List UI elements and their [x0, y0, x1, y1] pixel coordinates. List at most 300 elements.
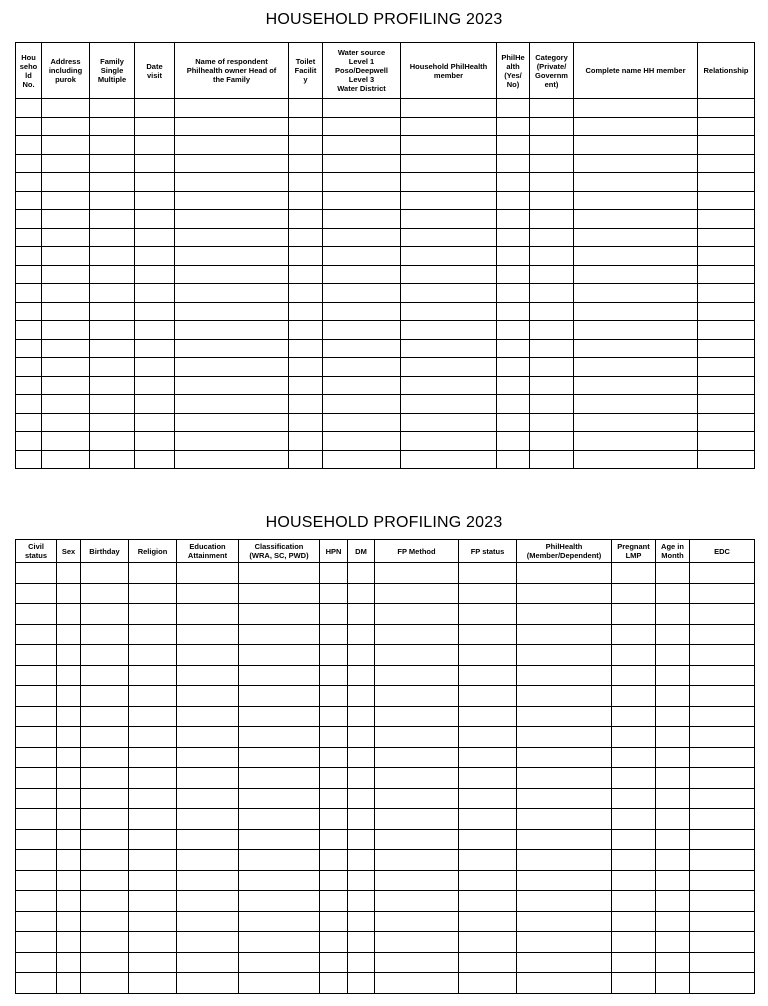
blank-entry-cell[interactable]	[690, 870, 755, 891]
blank-entry-cell[interactable]	[517, 665, 612, 686]
blank-entry-cell[interactable]	[323, 395, 401, 414]
blank-entry-cell[interactable]	[517, 973, 612, 994]
blank-entry-cell[interactable]	[90, 339, 135, 358]
blank-entry-cell[interactable]	[517, 870, 612, 891]
blank-entry-cell[interactable]	[320, 686, 348, 707]
blank-entry-cell[interactable]	[16, 284, 42, 303]
blank-entry-cell[interactable]	[517, 932, 612, 953]
blank-entry-cell[interactable]	[90, 99, 135, 118]
blank-entry-cell[interactable]	[530, 191, 574, 210]
blank-entry-cell[interactable]	[289, 265, 323, 284]
blank-entry-cell[interactable]	[16, 321, 42, 340]
blank-entry-cell[interactable]	[612, 932, 656, 953]
blank-entry-cell[interactable]	[81, 727, 129, 748]
blank-entry-cell[interactable]	[57, 870, 81, 891]
blank-entry-cell[interactable]	[135, 136, 175, 155]
blank-entry-cell[interactable]	[690, 583, 755, 604]
blank-entry-cell[interactable]	[574, 247, 698, 266]
blank-entry-cell[interactable]	[81, 788, 129, 809]
blank-entry-cell[interactable]	[497, 247, 530, 266]
blank-entry-cell[interactable]	[348, 891, 375, 912]
blank-entry-cell[interactable]	[323, 136, 401, 155]
blank-entry-cell[interactable]	[375, 624, 459, 645]
blank-entry-cell[interactable]	[16, 173, 42, 192]
blank-entry-cell[interactable]	[401, 136, 497, 155]
blank-entry-cell[interactable]	[459, 706, 517, 727]
blank-entry-cell[interactable]	[57, 583, 81, 604]
blank-entry-cell[interactable]	[574, 228, 698, 247]
blank-entry-cell[interactable]	[612, 788, 656, 809]
blank-entry-cell[interactable]	[289, 321, 323, 340]
blank-entry-cell[interactable]	[129, 706, 177, 727]
blank-entry-cell[interactable]	[698, 395, 755, 414]
blank-entry-cell[interactable]	[177, 788, 239, 809]
blank-entry-cell[interactable]	[129, 604, 177, 625]
blank-entry-cell[interactable]	[530, 210, 574, 229]
blank-entry-cell[interactable]	[57, 727, 81, 748]
blank-entry-cell[interactable]	[289, 99, 323, 118]
blank-entry-cell[interactable]	[16, 265, 42, 284]
blank-entry-cell[interactable]	[574, 99, 698, 118]
blank-entry-cell[interactable]	[690, 768, 755, 789]
blank-entry-cell[interactable]	[348, 624, 375, 645]
blank-entry-cell[interactable]	[81, 911, 129, 932]
blank-entry-cell[interactable]	[57, 788, 81, 809]
blank-entry-cell[interactable]	[375, 768, 459, 789]
blank-entry-cell[interactable]	[42, 210, 90, 229]
blank-entry-cell[interactable]	[16, 395, 42, 414]
blank-entry-cell[interactable]	[401, 376, 497, 395]
blank-entry-cell[interactable]	[135, 413, 175, 432]
blank-entry-cell[interactable]	[16, 191, 42, 210]
blank-entry-cell[interactable]	[16, 247, 42, 266]
blank-entry-cell[interactable]	[612, 952, 656, 973]
blank-entry-cell[interactable]	[656, 891, 690, 912]
blank-entry-cell[interactable]	[401, 284, 497, 303]
blank-entry-cell[interactable]	[656, 706, 690, 727]
blank-entry-cell[interactable]	[57, 932, 81, 953]
blank-entry-cell[interactable]	[177, 809, 239, 830]
blank-entry-cell[interactable]	[698, 450, 755, 469]
blank-entry-cell[interactable]	[401, 450, 497, 469]
blank-entry-cell[interactable]	[517, 768, 612, 789]
blank-entry-cell[interactable]	[320, 768, 348, 789]
blank-entry-cell[interactable]	[574, 265, 698, 284]
blank-entry-cell[interactable]	[16, 809, 57, 830]
blank-entry-cell[interactable]	[177, 706, 239, 727]
blank-entry-cell[interactable]	[42, 173, 90, 192]
blank-entry-cell[interactable]	[459, 563, 517, 584]
blank-entry-cell[interactable]	[530, 173, 574, 192]
blank-entry-cell[interactable]	[497, 321, 530, 340]
blank-entry-cell[interactable]	[16, 154, 42, 173]
blank-entry-cell[interactable]	[81, 850, 129, 871]
blank-entry-cell[interactable]	[517, 645, 612, 666]
blank-entry-cell[interactable]	[375, 788, 459, 809]
blank-entry-cell[interactable]	[289, 358, 323, 377]
blank-entry-cell[interactable]	[574, 432, 698, 451]
blank-entry-cell[interactable]	[90, 210, 135, 229]
blank-entry-cell[interactable]	[698, 321, 755, 340]
blank-entry-cell[interactable]	[517, 727, 612, 748]
blank-entry-cell[interactable]	[375, 870, 459, 891]
blank-entry-cell[interactable]	[135, 395, 175, 414]
blank-entry-cell[interactable]	[42, 413, 90, 432]
blank-entry-cell[interactable]	[612, 747, 656, 768]
blank-entry-cell[interactable]	[656, 583, 690, 604]
blank-entry-cell[interactable]	[289, 228, 323, 247]
blank-entry-cell[interactable]	[320, 563, 348, 584]
blank-entry-cell[interactable]	[90, 136, 135, 155]
blank-entry-cell[interactable]	[517, 829, 612, 850]
blank-entry-cell[interactable]	[90, 117, 135, 136]
blank-entry-cell[interactable]	[401, 173, 497, 192]
blank-entry-cell[interactable]	[239, 891, 320, 912]
blank-entry-cell[interactable]	[129, 665, 177, 686]
blank-entry-cell[interactable]	[323, 117, 401, 136]
blank-entry-cell[interactable]	[690, 932, 755, 953]
blank-entry-cell[interactable]	[375, 829, 459, 850]
blank-entry-cell[interactable]	[323, 450, 401, 469]
blank-entry-cell[interactable]	[239, 809, 320, 830]
blank-entry-cell[interactable]	[517, 706, 612, 727]
blank-entry-cell[interactable]	[530, 376, 574, 395]
blank-entry-cell[interactable]	[401, 321, 497, 340]
blank-entry-cell[interactable]	[42, 265, 90, 284]
blank-entry-cell[interactable]	[81, 624, 129, 645]
blank-entry-cell[interactable]	[129, 850, 177, 871]
blank-entry-cell[interactable]	[497, 99, 530, 118]
blank-entry-cell[interactable]	[530, 117, 574, 136]
blank-entry-cell[interactable]	[401, 99, 497, 118]
blank-entry-cell[interactable]	[530, 228, 574, 247]
blank-entry-cell[interactable]	[459, 768, 517, 789]
blank-entry-cell[interactable]	[320, 583, 348, 604]
blank-entry-cell[interactable]	[90, 450, 135, 469]
blank-entry-cell[interactable]	[375, 645, 459, 666]
blank-entry-cell[interactable]	[348, 911, 375, 932]
blank-entry-cell[interactable]	[690, 952, 755, 973]
blank-entry-cell[interactable]	[530, 302, 574, 321]
blank-entry-cell[interactable]	[497, 339, 530, 358]
blank-entry-cell[interactable]	[530, 432, 574, 451]
blank-entry-cell[interactable]	[175, 99, 289, 118]
blank-entry-cell[interactable]	[401, 117, 497, 136]
blank-entry-cell[interactable]	[90, 265, 135, 284]
blank-entry-cell[interactable]	[16, 358, 42, 377]
blank-entry-cell[interactable]	[530, 99, 574, 118]
blank-entry-cell[interactable]	[459, 747, 517, 768]
blank-entry-cell[interactable]	[320, 891, 348, 912]
blank-entry-cell[interactable]	[135, 191, 175, 210]
blank-entry-cell[interactable]	[175, 228, 289, 247]
blank-entry-cell[interactable]	[698, 358, 755, 377]
blank-entry-cell[interactable]	[16, 302, 42, 321]
blank-entry-cell[interactable]	[698, 228, 755, 247]
blank-entry-cell[interactable]	[323, 154, 401, 173]
blank-entry-cell[interactable]	[177, 829, 239, 850]
blank-entry-cell[interactable]	[459, 870, 517, 891]
blank-entry-cell[interactable]	[135, 302, 175, 321]
blank-entry-cell[interactable]	[530, 358, 574, 377]
blank-entry-cell[interactable]	[323, 321, 401, 340]
blank-entry-cell[interactable]	[177, 686, 239, 707]
blank-entry-cell[interactable]	[177, 747, 239, 768]
blank-entry-cell[interactable]	[289, 247, 323, 266]
blank-entry-cell[interactable]	[690, 624, 755, 645]
blank-entry-cell[interactable]	[289, 210, 323, 229]
blank-entry-cell[interactable]	[16, 870, 57, 891]
blank-entry-cell[interactable]	[135, 247, 175, 266]
blank-entry-cell[interactable]	[690, 850, 755, 871]
blank-entry-cell[interactable]	[90, 284, 135, 303]
blank-entry-cell[interactable]	[698, 284, 755, 303]
blank-entry-cell[interactable]	[16, 686, 57, 707]
blank-entry-cell[interactable]	[81, 932, 129, 953]
blank-entry-cell[interactable]	[57, 911, 81, 932]
blank-entry-cell[interactable]	[401, 339, 497, 358]
blank-entry-cell[interactable]	[517, 891, 612, 912]
blank-entry-cell[interactable]	[459, 727, 517, 748]
blank-entry-cell[interactable]	[690, 891, 755, 912]
blank-entry-cell[interactable]	[401, 302, 497, 321]
blank-entry-cell[interactable]	[16, 339, 42, 358]
blank-entry-cell[interactable]	[175, 173, 289, 192]
blank-entry-cell[interactable]	[16, 604, 57, 625]
blank-entry-cell[interactable]	[239, 932, 320, 953]
blank-entry-cell[interactable]	[129, 809, 177, 830]
blank-entry-cell[interactable]	[375, 563, 459, 584]
blank-entry-cell[interactable]	[90, 302, 135, 321]
blank-entry-cell[interactable]	[323, 247, 401, 266]
blank-entry-cell[interactable]	[289, 136, 323, 155]
blank-entry-cell[interactable]	[239, 747, 320, 768]
blank-entry-cell[interactable]	[698, 376, 755, 395]
blank-entry-cell[interactable]	[497, 450, 530, 469]
blank-entry-cell[interactable]	[289, 173, 323, 192]
blank-entry-cell[interactable]	[497, 117, 530, 136]
blank-entry-cell[interactable]	[497, 395, 530, 414]
blank-entry-cell[interactable]	[90, 413, 135, 432]
blank-entry-cell[interactable]	[90, 228, 135, 247]
blank-entry-cell[interactable]	[612, 583, 656, 604]
blank-entry-cell[interactable]	[135, 284, 175, 303]
blank-entry-cell[interactable]	[574, 210, 698, 229]
blank-entry-cell[interactable]	[690, 747, 755, 768]
blank-entry-cell[interactable]	[320, 747, 348, 768]
blank-entry-cell[interactable]	[348, 706, 375, 727]
blank-entry-cell[interactable]	[517, 809, 612, 830]
blank-entry-cell[interactable]	[690, 686, 755, 707]
blank-entry-cell[interactable]	[517, 911, 612, 932]
blank-entry-cell[interactable]	[530, 136, 574, 155]
blank-entry-cell[interactable]	[42, 395, 90, 414]
blank-entry-cell[interactable]	[323, 210, 401, 229]
blank-entry-cell[interactable]	[42, 302, 90, 321]
blank-entry-cell[interactable]	[57, 952, 81, 973]
blank-entry-cell[interactable]	[375, 932, 459, 953]
blank-entry-cell[interactable]	[320, 829, 348, 850]
blank-entry-cell[interactable]	[239, 686, 320, 707]
blank-entry-cell[interactable]	[320, 870, 348, 891]
blank-entry-cell[interactable]	[16, 850, 57, 871]
blank-entry-cell[interactable]	[375, 973, 459, 994]
blank-entry-cell[interactable]	[698, 136, 755, 155]
blank-entry-cell[interactable]	[656, 768, 690, 789]
blank-entry-cell[interactable]	[530, 154, 574, 173]
blank-entry-cell[interactable]	[57, 686, 81, 707]
blank-entry-cell[interactable]	[348, 829, 375, 850]
blank-entry-cell[interactable]	[129, 563, 177, 584]
blank-entry-cell[interactable]	[690, 706, 755, 727]
blank-entry-cell[interactable]	[16, 117, 42, 136]
blank-entry-cell[interactable]	[530, 339, 574, 358]
blank-entry-cell[interactable]	[135, 154, 175, 173]
blank-entry-cell[interactable]	[129, 583, 177, 604]
blank-entry-cell[interactable]	[459, 829, 517, 850]
blank-entry-cell[interactable]	[690, 665, 755, 686]
blank-entry-cell[interactable]	[175, 376, 289, 395]
blank-entry-cell[interactable]	[135, 265, 175, 284]
blank-entry-cell[interactable]	[175, 265, 289, 284]
blank-entry-cell[interactable]	[656, 809, 690, 830]
blank-entry-cell[interactable]	[574, 321, 698, 340]
blank-entry-cell[interactable]	[375, 706, 459, 727]
blank-entry-cell[interactable]	[81, 665, 129, 686]
blank-entry-cell[interactable]	[517, 583, 612, 604]
blank-entry-cell[interactable]	[348, 768, 375, 789]
blank-entry-cell[interactable]	[57, 706, 81, 727]
blank-entry-cell[interactable]	[348, 850, 375, 871]
blank-entry-cell[interactable]	[289, 191, 323, 210]
blank-entry-cell[interactable]	[612, 686, 656, 707]
blank-entry-cell[interactable]	[690, 727, 755, 748]
blank-entry-cell[interactable]	[129, 645, 177, 666]
blank-entry-cell[interactable]	[401, 154, 497, 173]
blank-entry-cell[interactable]	[497, 284, 530, 303]
blank-entry-cell[interactable]	[16, 624, 57, 645]
blank-entry-cell[interactable]	[90, 376, 135, 395]
blank-entry-cell[interactable]	[175, 191, 289, 210]
blank-entry-cell[interactable]	[320, 727, 348, 748]
blank-entry-cell[interactable]	[57, 563, 81, 584]
blank-entry-cell[interactable]	[459, 911, 517, 932]
blank-entry-cell[interactable]	[57, 604, 81, 625]
blank-entry-cell[interactable]	[323, 302, 401, 321]
blank-entry-cell[interactable]	[375, 727, 459, 748]
blank-entry-cell[interactable]	[348, 563, 375, 584]
blank-entry-cell[interactable]	[348, 665, 375, 686]
blank-entry-cell[interactable]	[175, 358, 289, 377]
blank-entry-cell[interactable]	[574, 450, 698, 469]
blank-entry-cell[interactable]	[348, 788, 375, 809]
blank-entry-cell[interactable]	[698, 117, 755, 136]
blank-entry-cell[interactable]	[375, 604, 459, 625]
blank-entry-cell[interactable]	[320, 624, 348, 645]
blank-entry-cell[interactable]	[239, 604, 320, 625]
blank-entry-cell[interactable]	[459, 686, 517, 707]
blank-entry-cell[interactable]	[656, 563, 690, 584]
blank-entry-cell[interactable]	[175, 432, 289, 451]
blank-entry-cell[interactable]	[375, 952, 459, 973]
blank-entry-cell[interactable]	[530, 450, 574, 469]
blank-entry-cell[interactable]	[323, 99, 401, 118]
blank-entry-cell[interactable]	[90, 432, 135, 451]
blank-entry-cell[interactable]	[129, 891, 177, 912]
blank-entry-cell[interactable]	[16, 210, 42, 229]
blank-entry-cell[interactable]	[517, 604, 612, 625]
blank-entry-cell[interactable]	[16, 706, 57, 727]
blank-entry-cell[interactable]	[375, 809, 459, 830]
blank-entry-cell[interactable]	[239, 665, 320, 686]
blank-entry-cell[interactable]	[497, 413, 530, 432]
blank-entry-cell[interactable]	[42, 339, 90, 358]
blank-entry-cell[interactable]	[459, 973, 517, 994]
blank-entry-cell[interactable]	[690, 829, 755, 850]
blank-entry-cell[interactable]	[57, 891, 81, 912]
blank-entry-cell[interactable]	[57, 809, 81, 830]
blank-entry-cell[interactable]	[690, 809, 755, 830]
blank-entry-cell[interactable]	[177, 665, 239, 686]
blank-entry-cell[interactable]	[81, 870, 129, 891]
blank-entry-cell[interactable]	[177, 727, 239, 748]
blank-entry-cell[interactable]	[323, 284, 401, 303]
blank-entry-cell[interactable]	[320, 952, 348, 973]
blank-entry-cell[interactable]	[656, 665, 690, 686]
blank-entry-cell[interactable]	[656, 911, 690, 932]
blank-entry-cell[interactable]	[656, 952, 690, 973]
blank-entry-cell[interactable]	[177, 891, 239, 912]
blank-entry-cell[interactable]	[129, 788, 177, 809]
blank-entry-cell[interactable]	[323, 191, 401, 210]
blank-entry-cell[interactable]	[656, 604, 690, 625]
blank-entry-cell[interactable]	[90, 191, 135, 210]
blank-entry-cell[interactable]	[320, 604, 348, 625]
blank-entry-cell[interactable]	[530, 284, 574, 303]
blank-entry-cell[interactable]	[698, 339, 755, 358]
blank-entry-cell[interactable]	[698, 191, 755, 210]
blank-entry-cell[interactable]	[401, 358, 497, 377]
blank-entry-cell[interactable]	[375, 583, 459, 604]
blank-entry-cell[interactable]	[289, 302, 323, 321]
blank-entry-cell[interactable]	[348, 973, 375, 994]
blank-entry-cell[interactable]	[698, 210, 755, 229]
blank-entry-cell[interactable]	[323, 432, 401, 451]
blank-entry-cell[interactable]	[175, 247, 289, 266]
blank-entry-cell[interactable]	[81, 973, 129, 994]
blank-entry-cell[interactable]	[16, 563, 57, 584]
blank-entry-cell[interactable]	[129, 952, 177, 973]
blank-entry-cell[interactable]	[323, 339, 401, 358]
blank-entry-cell[interactable]	[612, 973, 656, 994]
blank-entry-cell[interactable]	[289, 450, 323, 469]
blank-entry-cell[interactable]	[690, 788, 755, 809]
blank-entry-cell[interactable]	[574, 117, 698, 136]
blank-entry-cell[interactable]	[612, 727, 656, 748]
blank-entry-cell[interactable]	[698, 173, 755, 192]
blank-entry-cell[interactable]	[574, 136, 698, 155]
blank-entry-cell[interactable]	[656, 932, 690, 953]
blank-entry-cell[interactable]	[497, 265, 530, 284]
blank-entry-cell[interactable]	[129, 747, 177, 768]
blank-entry-cell[interactable]	[459, 624, 517, 645]
blank-entry-cell[interactable]	[574, 173, 698, 192]
blank-entry-cell[interactable]	[81, 706, 129, 727]
blank-entry-cell[interactable]	[16, 727, 57, 748]
blank-entry-cell[interactable]	[401, 210, 497, 229]
blank-entry-cell[interactable]	[175, 339, 289, 358]
blank-entry-cell[interactable]	[42, 191, 90, 210]
